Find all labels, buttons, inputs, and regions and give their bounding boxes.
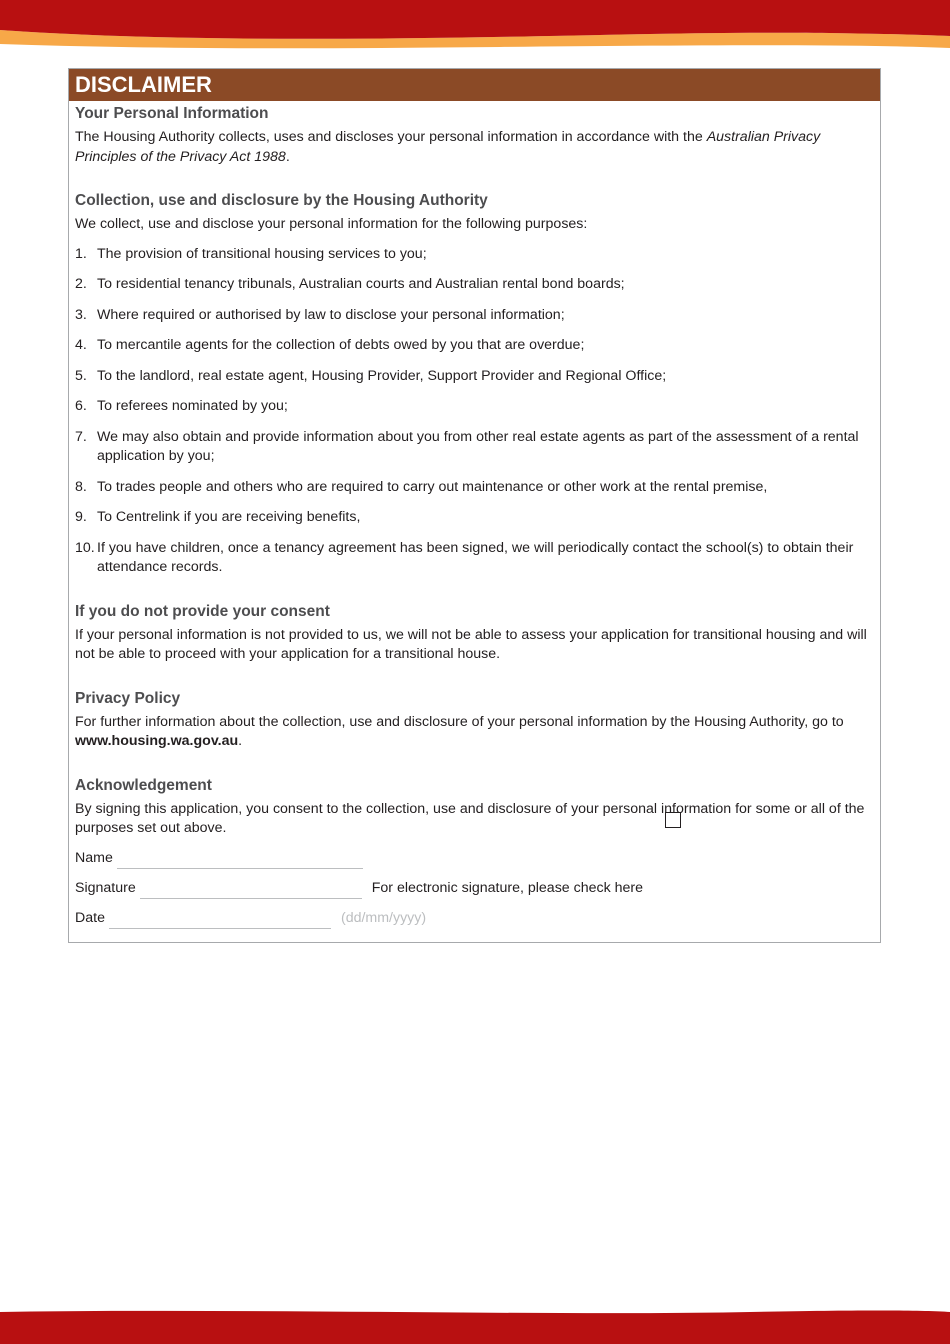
collection-intro: We collect, use and disclose your personal information for the following purposes: bbox=[75, 216, 588, 232]
signature-input[interactable] bbox=[140, 884, 362, 899]
name-label: Name bbox=[75, 850, 113, 866]
purposes-list bbox=[75, 245, 874, 578]
privacy-policy-heading: Privacy Policy bbox=[75, 689, 181, 707]
name-field-row bbox=[75, 849, 874, 869]
privacy-policy-text: For further information about the collection, use and disclosure of your personal information by the Housing Authority, go to www.housing.wa.gov.au. bbox=[75, 713, 844, 749]
signature-label: Signature bbox=[75, 880, 136, 896]
list-item: 10. If you have children, once a tenancy agreement has been signed, we will periodically contact the school(s) to obtain their attendance records. bbox=[75, 539, 854, 575]
list-item: 6. To referees nominated by you; bbox=[75, 398, 288, 414]
personal-info-text: The Housing Authority collects, uses and discloses your personal information in accordance with the Australian Privacy Principles of the Privacy Act 1988. bbox=[75, 129, 821, 165]
panel-title: DISCLAIMER bbox=[69, 69, 880, 101]
electronic-signature-checkbox[interactable] bbox=[665, 812, 681, 828]
list-item: 8. To trades people and others who are required to carry out maintenance or other work at the rental premise, bbox=[75, 478, 768, 495]
acknowledgement-heading: Acknowledgement bbox=[75, 776, 212, 794]
list-item: 2. To residential tenancy tribunals, Australian courts and Australian rental bond boards; bbox=[75, 276, 625, 292]
disclaimer-content bbox=[69, 104, 880, 929]
personal-info-heading: Your Personal Information bbox=[75, 105, 269, 122]
name-input[interactable] bbox=[117, 854, 363, 869]
list-item: 9. To Centrelink if you are receiving benefits, bbox=[75, 509, 361, 525]
electronic-signature-label: For electronic signature, please check here bbox=[371, 880, 644, 896]
consent-heading: If you do not provide your consent bbox=[75, 602, 330, 620]
list-item: 4. To mercantile agents for the collection of debts owed by you that are overdue; bbox=[75, 337, 585, 353]
collection-heading: Collection, use and disclosure by the Housing Authority bbox=[75, 192, 488, 209]
date-label: Date bbox=[75, 910, 105, 926]
housing-website-link[interactable]: www.housing.wa.gov.au bbox=[75, 733, 239, 749]
bottom-decorative-band bbox=[0, 1306, 950, 1344]
list-item: 3. Where required or authorised by law to disclose your personal information; bbox=[75, 306, 565, 323]
date-field-row bbox=[75, 909, 874, 929]
list-item: 7. We may also obtain and provide information about you from other real estate agents as part of the assessment of a rental application by you; bbox=[75, 428, 859, 464]
consent-text: If your personal information is not provided to us, we will not be able to assess your application for transitional housing and will not be able to proceed with your application for a transitional house. bbox=[75, 626, 867, 662]
top-decorative-band bbox=[0, 0, 950, 52]
list-item: 5. To the landlord, real estate agent, Housing Provider, Support Provider and Regional Office; bbox=[75, 367, 667, 384]
list-item: 1. The provision of transitional housing services to you; bbox=[75, 245, 427, 262]
signature-field-row bbox=[75, 879, 874, 899]
disclaimer-panel bbox=[68, 68, 881, 943]
date-format-hint: (dd/mm/yyyy) bbox=[340, 910, 427, 926]
acknowledgement-text: By signing this application, you consent to the collection, use and disclosure of your personal information for some or all of the purposes set out above. bbox=[75, 800, 865, 836]
date-input[interactable] bbox=[109, 914, 331, 929]
